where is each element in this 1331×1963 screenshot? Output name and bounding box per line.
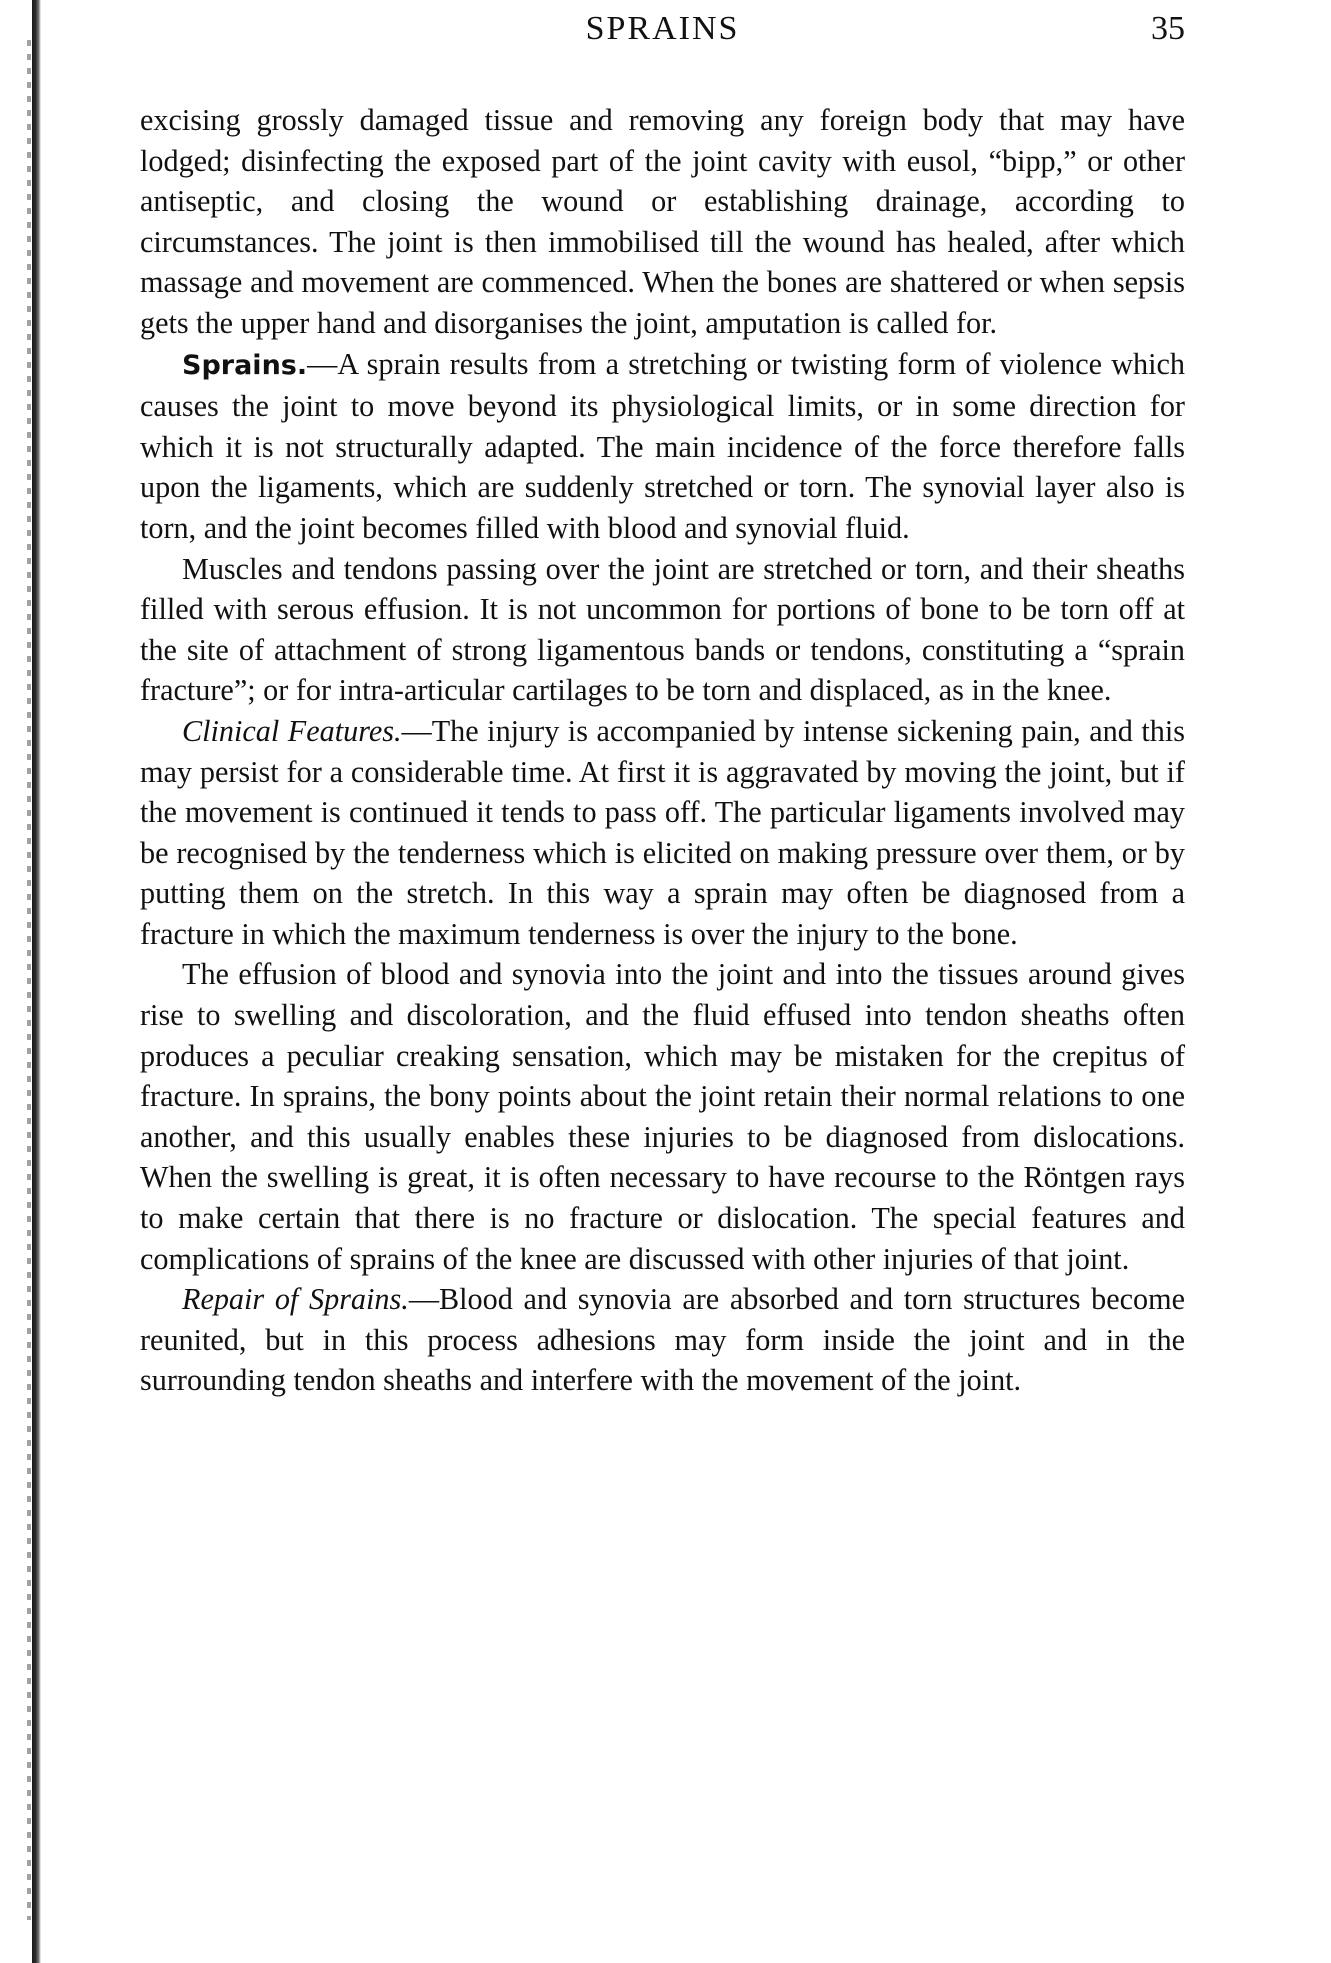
paragraph-text: —The injury is accompanied by intense sickening pain, and this may persist for a considerable time. At first it is aggravated by moving the joint, but if the movement is continued it tends to pass off. The particular ligaments involved may be recognised by the tenderness which is elicited on making pressure over them, or by putting them on the stretch. In this way a sprain may often be diagnosed from a fracture in which the maximum tenderness is over the injury to the bone. [140,713,1185,951]
paragraph-repair-of-sprains [140,1279,1185,1401]
paragraph-clinical-features [140,711,1185,955]
paragraph-effusion [140,954,1185,1279]
page-binding-edge [32,0,41,1963]
section-heading-clinical-features: Clinical Features. [182,713,402,748]
body-text [140,100,1185,1401]
paragraph-text: Muscles and tendons passing over the joint are stretched or torn, and their sheaths filled with serous effusion. It is not uncommon for portions of bone to be torn off at the site of attachment of strong ligamentous bands or tendons, constituting a “sprain fracture”; or for intra-articular cartilages to be torn and displaced, as in the knee. [140,551,1185,708]
page-number: 35 [1151,10,1185,47]
paragraph-continued [140,100,1185,344]
running-title: SPRAINS [585,10,740,47]
paragraph-text: excising grossly damaged tissue and removing any foreign body that may have lodged; disinfecting the exposed part of the joint cavity with eusol, “bipp,” or other antiseptic, and closing the wound or establishing drainage, according to circumstances. The joint is then immobilised till the wound has healed, after which massage and movement are commenced. When the bones are shattered or when sepsis gets the upper hand and disorganises the joint, amputation is called for. [140,103,1185,340]
paragraph-sprains [140,344,1185,549]
section-heading-sprains: Sprains. [182,349,308,381]
paragraph-muscles-tendons [140,549,1185,711]
section-heading-repair-of-sprains: Repair of Sprains. [182,1282,409,1317]
running-head [140,10,1185,56]
page-binding-shadow [27,40,31,1920]
paragraph-text: The effusion of blood and synovia into the joint and into the tissues around gives rise to swelling and discoloration, and the fluid effused into tendon sheaths often produces a peculiar creaking sensation, which may be mistaken for the crepitus of fracture. In sprains, the bony points about the joint retain their normal relations to one another, and this usually enables these injuries to be diagnosed from dislocations. When the swelling is great, it is often necessary to have recourse to the Röntgen rays to make certain that there is no fracture or dislocation. The special features and complications of sprains of the knee are discussed with other injuries of that joint. [140,957,1185,1276]
paragraph-text: —A sprain results from a stretching or twisting form of violence which causes the joint to move beyond its physiological limits, or in some direction for which it is not structurally adapted. The main incidence of the force therefore falls upon the ligaments, which are suddenly stretched or torn. The synovial layer also is torn, and the joint becomes filled with blood and synovial fluid. [140,346,1185,545]
paragraph-text: —Blood and synovia are absorbed and torn structures become reunited, but in this process adhesions may form inside the joint and in the surrounding tendon sheaths and interfere with the movement of the joint. [140,1282,1185,1398]
